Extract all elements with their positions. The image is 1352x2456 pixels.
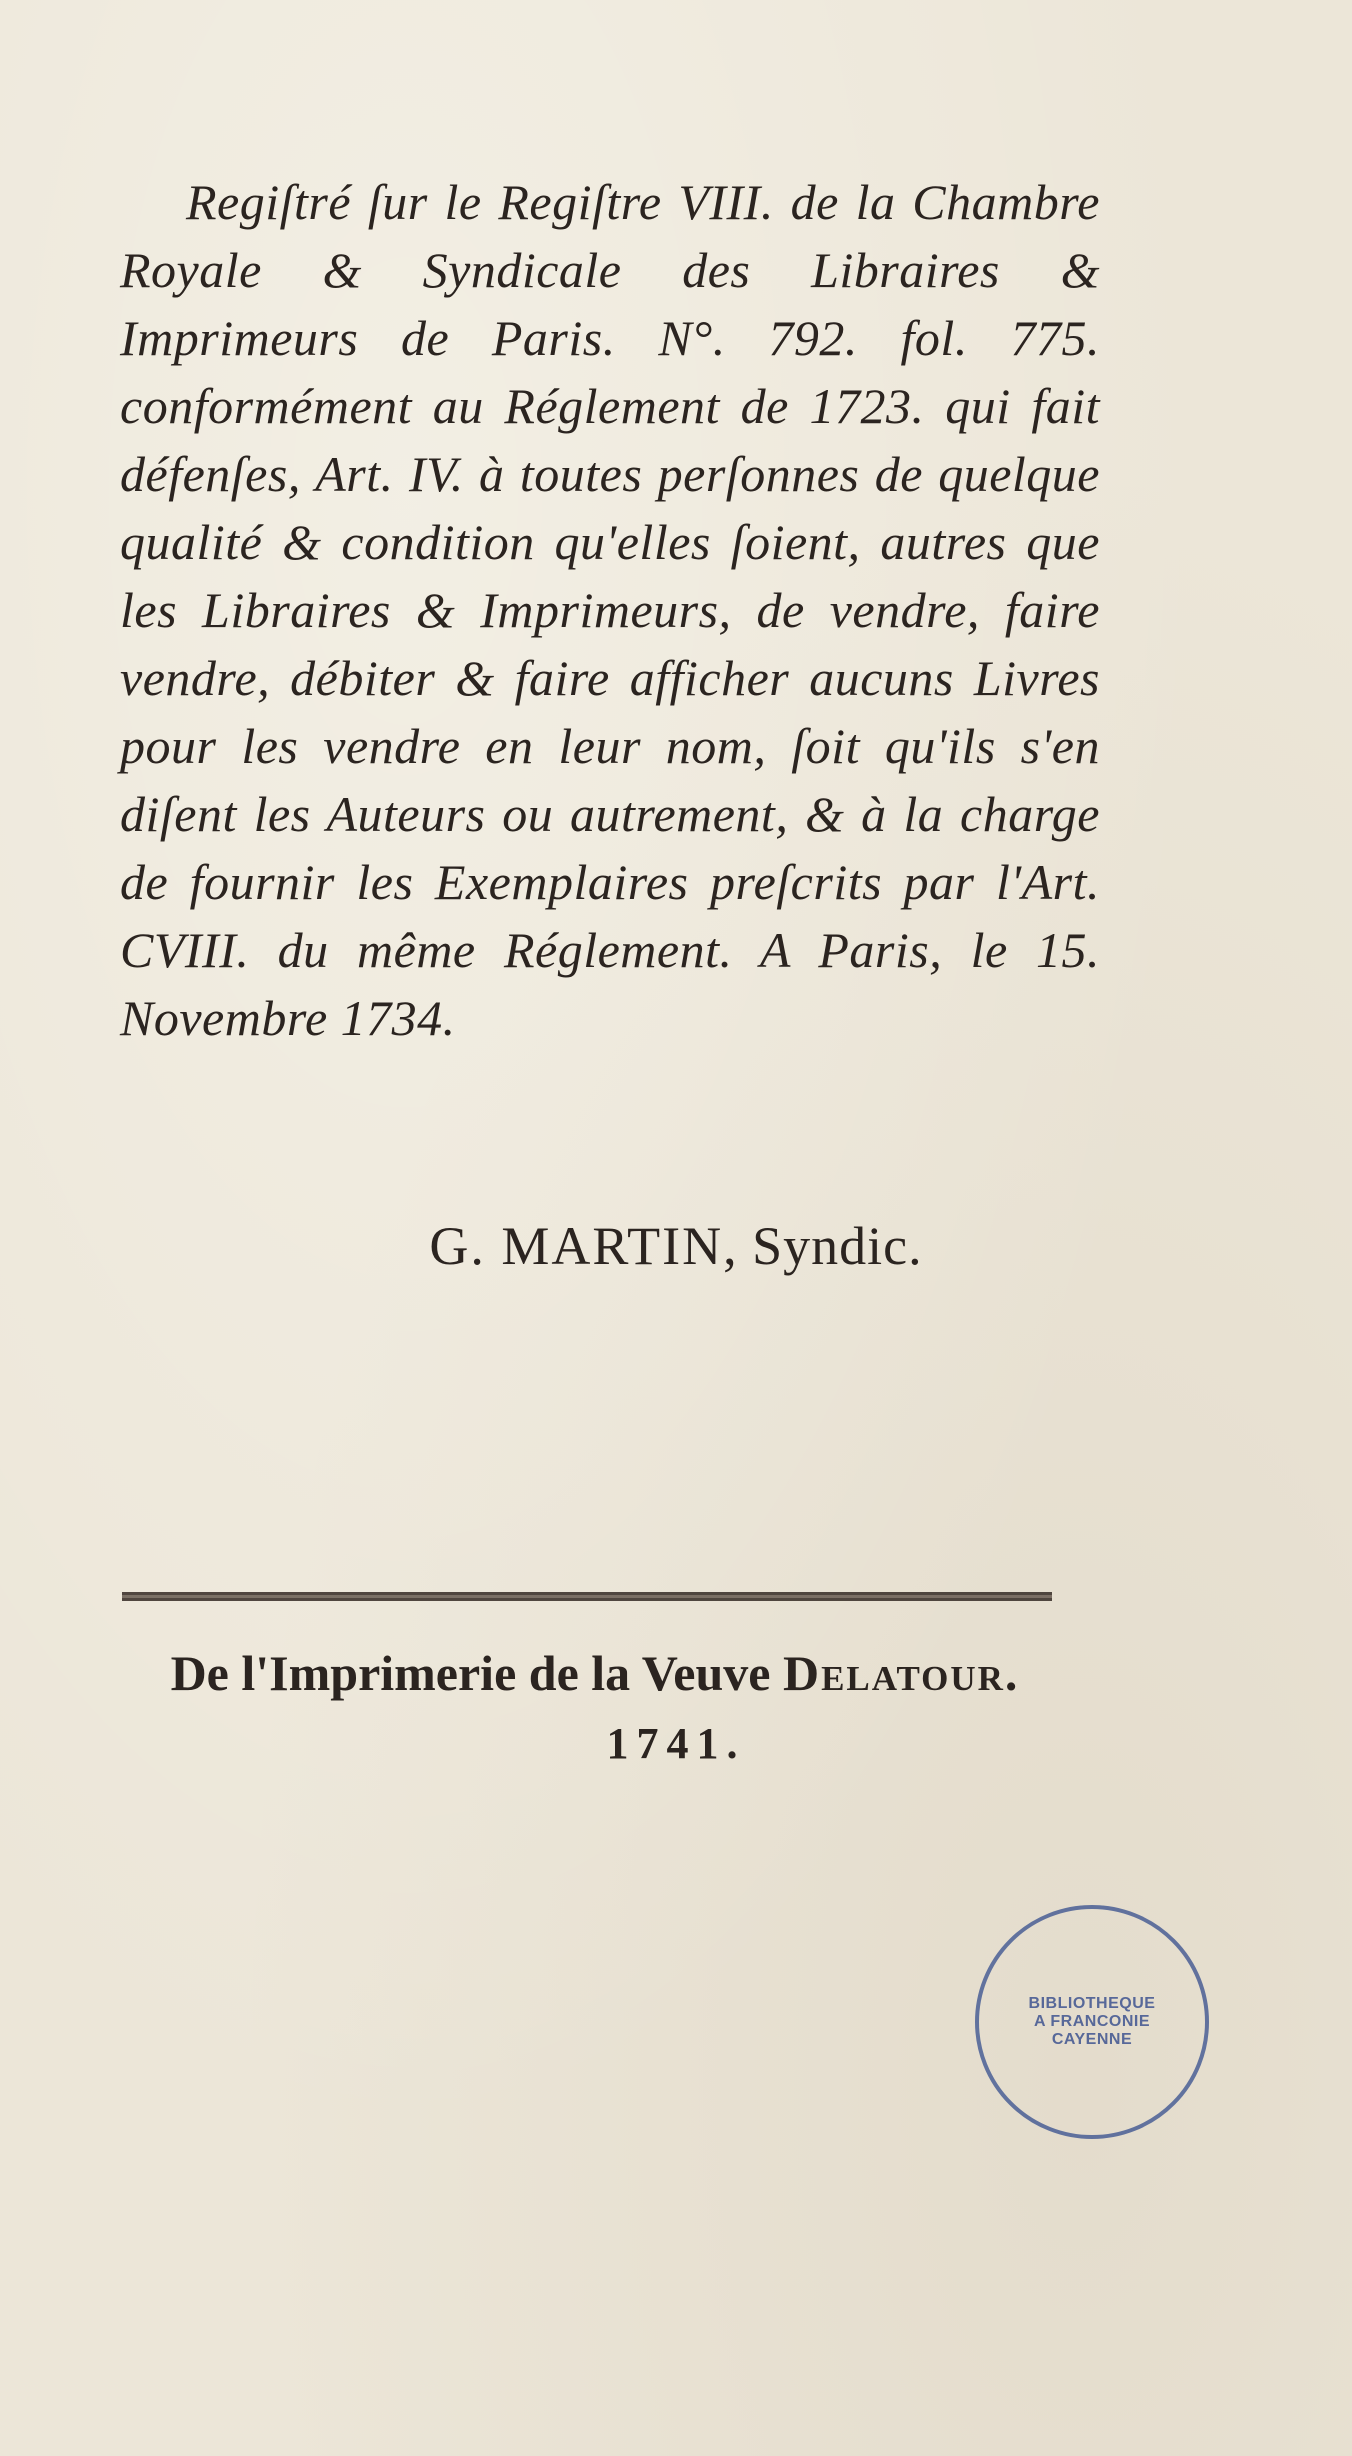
stamp-line-3: CAYENNE	[1051, 2031, 1133, 2048]
syndic-name: G. MARTIN	[429, 1216, 724, 1276]
stamp-line-1: BIBLIOTHEQUE	[1028, 1995, 1156, 2012]
printer-name: Delatour.	[782, 1645, 1020, 1701]
privilege-registration-text: Regiſtré ſur le Regiſtre VIII. de la Chambre Royale & Syndicale des Libraires & Imprimeurs de Paris. N°. 792. fol. 775. conformément au Réglement de 1723. qui fait défenſes, Art. IV. à toutes perſonnes de quelque qualité & condition qu'elles ſoient, autres que les Libraires & Imprimeurs, de vendre, faire vendre, débiter & faire afficher aucuns Livres pour les vendre en leur nom, ſoit qu'ils s'en diſent les Auteurs ou autrement, & à la charge de fournir les Exemplaires preſcrits par l'Art. CVIII. du même Réglement. A Paris, le 15. Novembre 1734.	[120, 174, 1100, 1046]
library-stamp-text	[1029, 1995, 1156, 2049]
printer-imprint	[100, 1643, 1090, 1703]
syndic-title: , Syndic.	[723, 1216, 923, 1276]
imprint-year: 1741.	[606, 1719, 746, 1768]
syndic-signature	[0, 1215, 1352, 1277]
library-stamp	[975, 1905, 1209, 2139]
horizontal-rule	[122, 1592, 1052, 1601]
imprint-prefix: De l'Imprimerie de la Veuve	[170, 1645, 783, 1701]
stamp-line-2: A FRANCONIE	[1033, 2013, 1150, 2030]
